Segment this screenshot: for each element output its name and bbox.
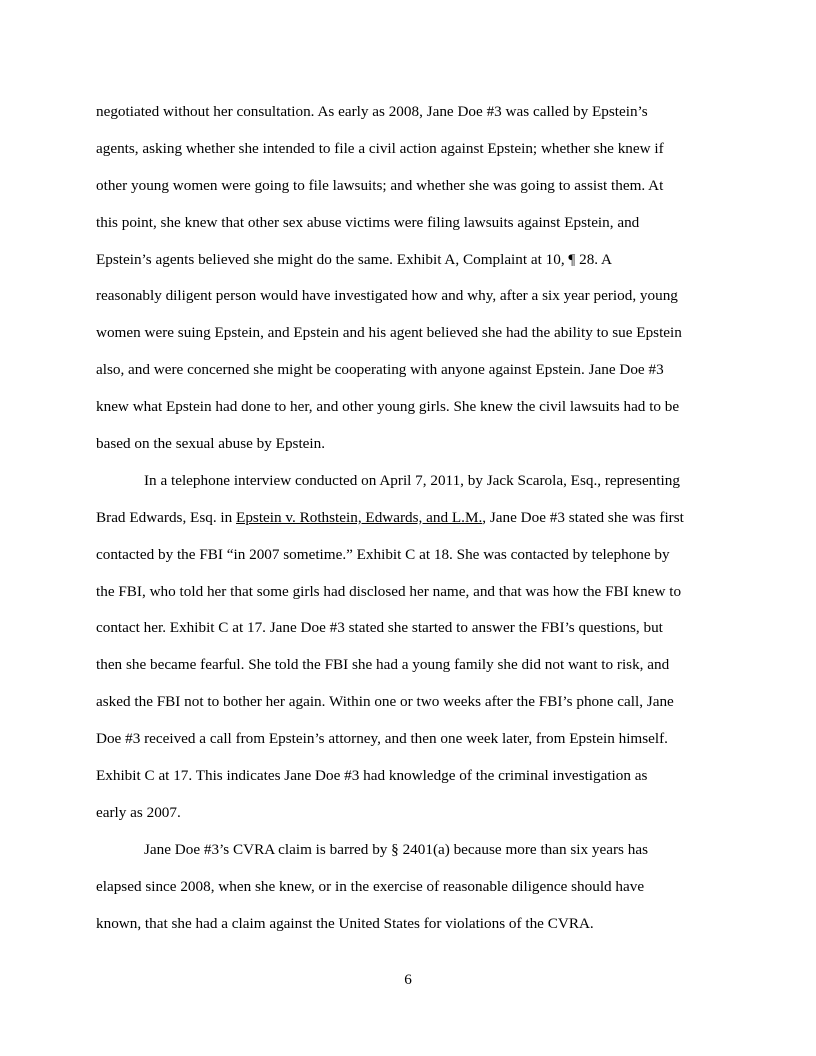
text-line: contacted by the FBI “in 2007 sometime.” Exhibit C at 18. She was contacted by telephone by [96,545,670,563]
paragraph-start-line: Jane Doe #3’s CVRA claim is barred by § 2401(a) because more than six years has [144,840,649,858]
text-line-with-case-name [96,500,722,537]
text-line: contact her. Exhibit C at 17. Jane Doe #3 stated she started to answer the FBI’s questions, but [96,619,663,637]
text-line: also, and were concerned she might be cooperating with anyone against Epstein. Jane Doe #3 [96,361,664,379]
text-line: women were suing Epstein, and Epstein and his agent believed she had the ability to sue Epstein [96,324,682,342]
document-body [96,94,722,942]
paragraph-start-line: In a telephone interview conducted on April 7, 2011, by Jack Scarola, Esq., representing [144,471,680,489]
text-line: reasonably diligent person would have investigated how and why, after a six year period, young [96,287,678,305]
text-line: early as 2007. [96,803,181,821]
text-line: the FBI, who told her that some girls had disclosed her name, and that was how the FBI knew to [96,582,682,600]
text-line: known, that she had a claim against the United States for violations of the CVRA. [96,914,594,932]
text-line: elapsed since 2008, when she knew, or in the exercise of reasonable diligence should have [96,877,645,895]
text-line: negotiated without her consultation. As early as 2008, Jane Doe #3 was called by Epstein’s [96,103,648,120]
text-fragment: , Jane Doe #3 stated she was first [482,508,684,526]
text-line: Doe #3 received a call from Epstein’s attorney, and then one week later, from Epstein himself. [96,730,668,748]
case-name: Epstein v. Rothstein, Edwards, and L.M. [236,508,483,526]
text-line: Epstein’s agents believed she might do the same. Exhibit A, Complaint at 10, ¶ 28. A [96,250,613,268]
text-line: then she became fearful. She told the FBI she had a young family she did not want to risk, and [96,656,670,674]
text-line: Exhibit C at 17. This indicates Jane Doe #3 had knowledge of the criminal investigation as [96,767,648,785]
text-line: other young women were going to file lawsuits; and whether she was going to assist them. At [96,176,664,194]
text-line: knew what Epstein had done to her, and other young girls. She knew the civil lawsuits had to be [96,398,680,416]
text-line: asked the FBI not to bother her again. Within one or two weeks after the FBI’s phone call, Jane [96,693,674,711]
text-fragment: Brad Edwards, Esq. in [96,508,237,526]
text-line: based on the sexual abuse by Epstein. [96,435,326,453]
text-line: this point, she knew that other sex abuse victims were filing lawsuits against Epstein, and [96,213,640,231]
text-line: agents, asking whether she intended to file a civil action against Epstein; whether she knew if [96,139,664,157]
page-number: 6 [404,971,412,988]
